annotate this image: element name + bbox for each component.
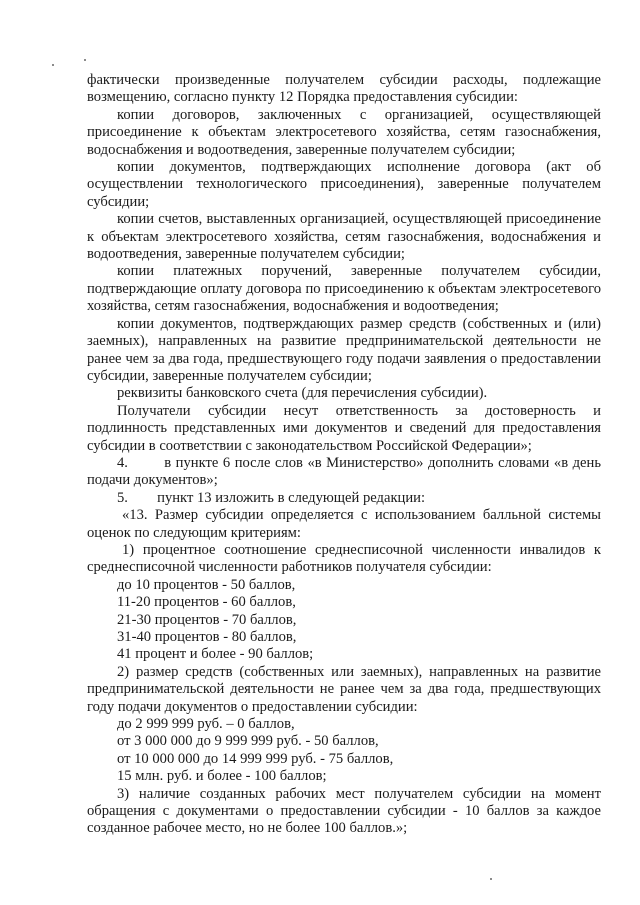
paragraph-responsibility: Получатели субсидии несут ответственность за достоверность и подлинность представленных ими документов и сведений для предоставления субсидии в соответствии с законодательством Российской Федерации»; xyxy=(87,402,601,454)
scan-speck xyxy=(52,64,54,66)
paragraph-payment-orders: копии платежных поручений, заверенные получателем субсидии, подтверждающие оплату договора по присоединению к объектам электросетевого хозяйства, сетям газоснабжения, водоснабжения и водоотведения; xyxy=(87,263,601,315)
criterion-2-scale xyxy=(87,716,601,786)
list-item: 41 процент и более - 90 баллов; xyxy=(117,646,314,663)
paragraph-contracts: копии договоров, заключенных с организацией, осуществляющей присоединение к объектам электросетевого хозяйства, сетям газоснабжения, водоснабжения и водоотведения, заверенные получателем субсидии; xyxy=(87,106,601,158)
list-item: до 10 процентов - 50 баллов, xyxy=(117,576,296,593)
list-item: 15 млн. руб. и более - 100 баллов; xyxy=(117,768,327,785)
paragraph-execution-docs: копии документов, подтверждающих исполнение договора (акт об осуществлении технологического присоединения), заверенные получателем субсидии; xyxy=(87,159,601,210)
paragraph-criterion-3: 3) наличие созданных рабочих мест получателем субсидии на момент обращения с документами о предоставлении субсидии - 10 баллов за каждое созданное рабочее место, но не более 100 баллов.»; xyxy=(87,785,601,837)
paragraph-item-4: 4. в пункте 6 после слов «в Министерство» дополнить словами «в день подачи документов»; xyxy=(87,454,605,489)
paragraph-costs: фактически произведенные получателем субсидии расходы, подлежащие возмещению, согласно пункту 12 Порядка предоставления субсидии: xyxy=(87,72,601,106)
paragraph-bank-details: реквизиты банковского счета (для перечисления субсидии). xyxy=(117,385,488,402)
list-item: 11-20 процентов - 60 баллов, xyxy=(117,594,296,611)
list-item: до 2 999 999 руб. – 0 баллов, xyxy=(117,716,295,733)
criterion-1-scale xyxy=(87,577,601,664)
paragraph-point-13: «13. Размер субсидии определяется с использованием балльной системы оценок по следующим критериям: xyxy=(87,507,601,541)
scan-speck xyxy=(84,59,86,61)
paragraph-invoices: копии счетов, выставленных организацией, осуществляющей присоединение к объектам электросетевого хозяйства, сетям газоснабжения, водоснабжения и водоотведения, заверенные получателем субсидии; xyxy=(87,211,601,263)
paragraph-criterion-2: 2) размер средств (собственных или заемных), направленных на развитие предпринимательской деятельности не ранее чем за два года, предшествующих году подачи документов о предоставлении субсидии: xyxy=(87,663,601,715)
list-item: от 3 000 000 до 9 999 999 руб. - 50 баллов, xyxy=(117,733,379,750)
document-page xyxy=(87,72,605,838)
list-item: 31-40 процентов - 80 баллов, xyxy=(117,629,297,645)
paragraph-item-5: 5. пункт 13 изложить в следующей редакции: xyxy=(117,489,426,506)
list-item: от 10 000 000 до 14 999 999 руб. - 75 баллов, xyxy=(117,750,394,767)
scan-speck xyxy=(490,878,492,880)
paragraph-criterion-1: 1) процентное соотношение среднесписочной численности инвалидов к среднесписочной численности работников получателя субсидии: xyxy=(87,541,601,576)
list-item: 21-30 процентов - 70 баллов, xyxy=(117,611,297,628)
paragraph-funds-docs: копии документов, подтверждающих размер средств (собственных и (или) заемных), направленных на развитие предпринимательской деятельности не ранее чем за два года, предшествующего году подачи заявления о предоставлении субсидии, заверенные получателем субсидии; xyxy=(87,315,601,384)
